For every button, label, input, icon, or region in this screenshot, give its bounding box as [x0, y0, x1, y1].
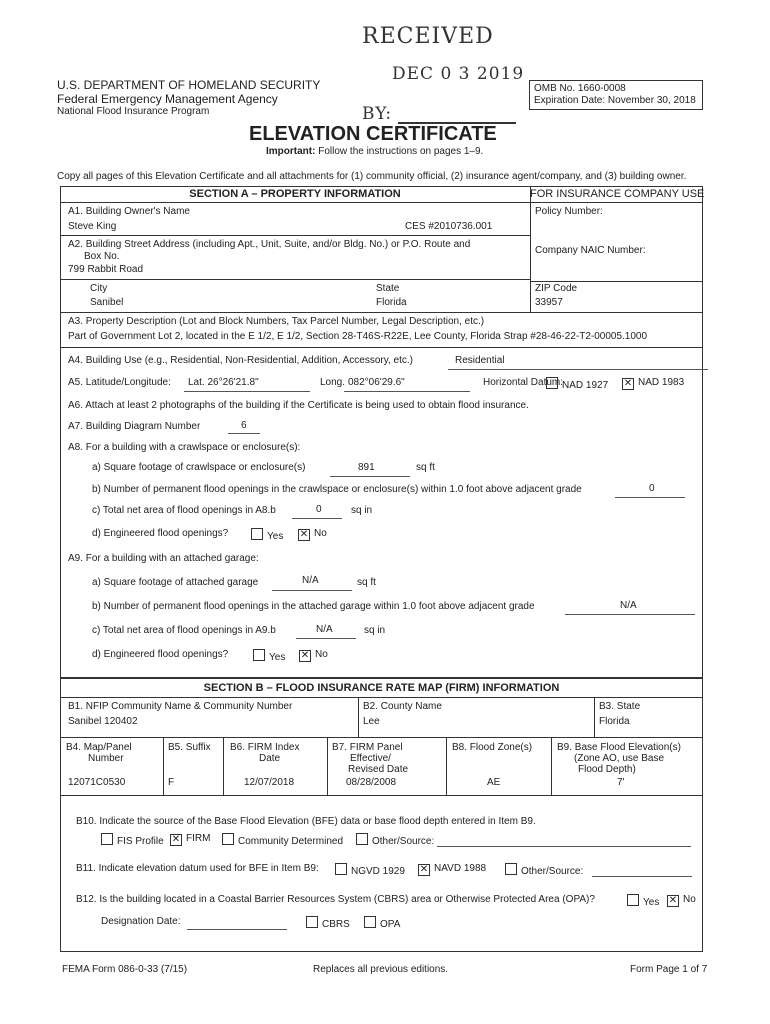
b10-community-label: Community Determined — [238, 836, 344, 847]
b11-label: B11. Indicate elevation datum used for BFE in Item B9: — [76, 863, 319, 874]
b4-label-2: Number — [88, 753, 124, 764]
a8c-label: c) Total net area of flood openings in A8.b — [92, 505, 276, 516]
b9-label-2: (Zone AO, use Base — [574, 753, 665, 764]
b11-navd-checkbox[interactable]: ✕ — [419, 864, 429, 875]
a9d-yes-checkbox[interactable] — [253, 649, 265, 661]
copy-instructions: Copy all pages of this Elevation Certificate and all attachments for (1) community official, (2) insurance agent/company, and (3) building owner. — [57, 171, 687, 182]
state-label: State — [376, 283, 400, 294]
nad1983-label: NAD 1983 — [638, 377, 685, 388]
b4-value: 12071C0530 — [68, 777, 126, 788]
cbrs-checkbox[interactable] — [306, 916, 318, 928]
b12-yes-option[interactable] — [627, 894, 659, 908]
a2-label-2: Box No. — [84, 251, 120, 262]
designation-date-input[interactable] — [187, 929, 287, 930]
b11-ngvd-option[interactable] — [335, 863, 405, 877]
a4-label: A4. Building Use (e.g., Residential, Non-Residential, Addition, Accessory, etc.) — [68, 355, 413, 366]
b10-other-label: Other/Source: — [372, 836, 435, 847]
b6-label-1: B6. FIRM Index — [230, 742, 300, 753]
b10-firm-checkbox[interactable]: ✕ — [171, 834, 181, 845]
b6-label-2: Date — [259, 753, 281, 764]
a9d-yes-label: Yes — [269, 652, 286, 663]
b7-label-1: B7. FIRM Panel — [332, 742, 403, 753]
b10-other-option[interactable] — [356, 833, 434, 847]
section-a-header: SECTION A – PROPERTY INFORMATION — [189, 188, 401, 200]
b10-firm-label: FIRM — [186, 833, 211, 844]
a8d-no-checkbox[interactable]: ✕ — [299, 529, 309, 540]
zip-value: 33957 — [535, 297, 563, 308]
designation-date-label: Designation Date: — [101, 916, 181, 927]
a6-label: A6. Attach at least 2 photographs of the building if the Certificate is being used to obtain flood insurance. — [68, 400, 529, 411]
b9-value: 7' — [617, 777, 625, 788]
a8d-yes-label: Yes — [267, 531, 284, 542]
b11-navd-label: NAVD 1988 — [434, 863, 487, 874]
nad1927-checkbox[interactable] — [546, 377, 558, 389]
a5-lat-value: Lat. 26°26'21.8" — [188, 377, 259, 388]
omb-expiration: Expiration Date: November 30, 2018 — [534, 95, 696, 106]
a7-label: A7. Building Diagram Number — [68, 421, 201, 432]
b11-other-label: Other/Source: — [521, 866, 584, 877]
state-value: Florida — [376, 297, 407, 308]
b10-other-checkbox[interactable] — [356, 833, 368, 845]
a8a-value: 891 — [358, 462, 375, 473]
a9d-no-option[interactable] — [299, 649, 328, 662]
b12-no-label: No — [683, 894, 696, 905]
a5-long-label: Long. — [320, 377, 346, 388]
nad1983-checkbox[interactable]: ✕ — [623, 378, 633, 389]
city-label: City — [90, 283, 108, 294]
page-title: ELEVATION CERTIFICATE — [249, 123, 497, 145]
a8d-no-option[interactable] — [298, 528, 327, 541]
b11-navd-option[interactable] — [418, 863, 486, 876]
b7-label-2: Effective/ — [350, 753, 391, 764]
a3-label: A3. Property Description (Lot and Block Numbers, Tax Parcel Number, Legal Description, etc.) — [68, 316, 485, 327]
important-note — [266, 146, 483, 157]
a2-label-1: A2. Building Street Address (including Apt., Unit, Suite, and/or Bldg. No.) or P.O. Route and — [68, 239, 471, 250]
a9c-label: c) Total net area of flood openings in A9.b — [92, 625, 276, 636]
b9-label-3: Flood Depth) — [578, 764, 636, 775]
agency-department: U.S. DEPARTMENT OF HOMELAND SECURITY — [57, 78, 321, 92]
b11-ngvd-checkbox[interactable] — [335, 863, 347, 875]
b1-value: Sanibel 120402 — [68, 716, 138, 727]
cbrs-option[interactable] — [306, 916, 350, 930]
a9-label: A9. For a building with an attached garage: — [68, 553, 259, 564]
a8a-unit: sq ft — [416, 462, 435, 473]
b2-value: Lee — [363, 716, 380, 727]
a4-use-value: Residential — [455, 355, 505, 366]
received-by-stamp: BY: — [362, 104, 393, 124]
b4-label-1: B4. Map/Panel — [66, 742, 132, 753]
omb-number: OMB No. 1660-0008 — [534, 83, 626, 94]
policy-number-label: Policy Number: — [535, 206, 603, 217]
b11-other-input[interactable] — [592, 876, 692, 877]
cbrs-label: CBRS — [322, 919, 350, 930]
b7-label-3: Revised Date — [348, 764, 409, 775]
footer-form-number: FEMA Form 086-0-33 (7/15) — [62, 964, 188, 975]
a5-datum-label: Horizontal Datum: — [483, 377, 564, 388]
b12-yes-label: Yes — [643, 897, 660, 908]
footer-replaces: Replaces all previous editions. — [313, 964, 449, 975]
b11-other-checkbox[interactable] — [505, 863, 517, 875]
a9d-no-checkbox[interactable]: ✕ — [300, 650, 310, 661]
b5-label: B5. Suffix — [168, 742, 211, 753]
received-date-stamp: DEC 0 3 2019 — [392, 64, 525, 84]
b10-firm-option[interactable] — [170, 833, 210, 846]
a8b-value: 0 — [649, 483, 655, 494]
b3-value: Florida — [599, 716, 630, 727]
b9-label-1: B9. Base Flood Elevation(s) — [557, 742, 681, 753]
a9b-label: b) Number of permanent flood openings in the attached garage within 1.0 foot above adjacent grade — [92, 601, 535, 612]
omb-box — [529, 80, 703, 110]
b12-label: B12. Is the building located in a Coastal Barrier Resources System (CBRS) area or Otherwise Protected Area (OPA)? — [76, 894, 595, 905]
naic-label: Company NAIC Number: — [535, 245, 646, 256]
b10-other-input[interactable] — [437, 846, 691, 847]
agency-nfip: National Flood Insurance Program — [57, 106, 210, 117]
b10-fis-option[interactable] — [101, 833, 164, 847]
a8b-label: b) Number of permanent flood openings in the crawlspace or enclosure(s) within 1.0 foot above adjacent grade — [92, 484, 582, 495]
a5-nad1927-option[interactable] — [546, 377, 608, 391]
nad1927-label: NAD 1927 — [562, 380, 609, 391]
a9c-unit: sq in — [364, 625, 386, 636]
b12-no-checkbox[interactable]: ✕ — [668, 895, 678, 906]
important-text: Follow the instructions on pages 1–9. — [318, 146, 484, 157]
a5-long-value: 082°06'29.6" — [348, 377, 405, 388]
a5-label: A5. Latitude/Longitude: — [68, 377, 171, 388]
b12-no-option[interactable] — [667, 894, 696, 907]
opa-option[interactable] — [364, 916, 400, 930]
a3-description-value: Part of Government Lot 2, located in the E 1/2, E 1/2, Section 28-T46S-R22E, Lee County, Florida Strap #28-46-22-T2-00005.1000 — [68, 331, 648, 342]
b11-other-option[interactable] — [505, 863, 583, 877]
a7-diagram-value: 6 — [241, 420, 247, 431]
section-b-header: SECTION B – FLOOD INSURANCE RATE MAP (FIRM) INFORMATION — [203, 682, 560, 694]
a9a-label: a) Square footage of attached garage — [92, 577, 259, 588]
footer-page-number: Form Page 1 of 7 — [630, 964, 708, 975]
b7-value: 08/28/2008 — [346, 777, 397, 788]
b2-label: B2. County Name — [363, 701, 442, 712]
a2-address-value: 799 Rabbit Road — [68, 264, 144, 275]
b10-fis-label: FIS Profile — [117, 836, 164, 847]
a1-ces-value: CES #2010736.001 — [405, 221, 493, 232]
b11-ngvd-label: NGVD 1929 — [351, 866, 405, 877]
important-label: Important: — [266, 146, 316, 157]
a8d-no-label: No — [314, 528, 327, 539]
agency-fema: Federal Emergency Management Agency — [57, 92, 278, 106]
a8a-label: a) Square footage of crawlspace or enclosure(s) — [92, 462, 306, 473]
b10-community-option[interactable] — [222, 833, 343, 847]
b5-value: F — [168, 777, 175, 788]
a1-owner-value: Steve King — [68, 221, 117, 232]
a8-label: A8. For a building with a crawlspace or enclosure(s): — [68, 442, 301, 453]
a9b-value: N/A — [620, 600, 637, 611]
received-stamp: RECEIVED — [362, 24, 494, 49]
a8d-label: d) Engineered flood openings? — [92, 528, 229, 539]
b8-label: B8. Flood Zone(s) — [452, 742, 533, 753]
a8d-yes-option[interactable] — [251, 528, 283, 542]
a9c-value: N/A — [316, 624, 333, 635]
b6-value: 12/07/2018 — [244, 777, 295, 788]
a8c-unit: sq in — [351, 505, 373, 516]
a9d-yes-option[interactable] — [253, 649, 285, 663]
a9a-unit: sq ft — [357, 577, 376, 588]
zip-label: ZIP Code — [535, 283, 578, 294]
b10-label: B10. Indicate the source of the Base Flood Elevation (BFE) data or base flood depth entered in Item B9. — [76, 816, 536, 827]
a9a-value: N/A — [302, 575, 319, 586]
a9d-no-label: No — [315, 649, 328, 660]
opa-label: OPA — [380, 919, 401, 930]
b10-community-checkbox[interactable] — [222, 833, 234, 845]
opa-checkbox[interactable] — [364, 916, 376, 928]
insurance-use-header: FOR INSURANCE COMPANY USE — [530, 188, 705, 200]
b12-yes-checkbox[interactable] — [627, 894, 639, 906]
a8c-value: 0 — [316, 504, 322, 515]
city-value: Sanibel — [90, 297, 124, 308]
b10-fis-checkbox[interactable] — [101, 833, 113, 845]
a8d-yes-checkbox[interactable] — [251, 528, 263, 540]
a1-label: A1. Building Owner's Name — [68, 206, 190, 217]
a5-nad1983-option[interactable] — [622, 377, 684, 390]
b1-label: B1. NFIP Community Name & Community Number — [68, 701, 293, 712]
b8-value: AE — [487, 777, 501, 788]
b3-label: B3. State — [599, 701, 641, 712]
a9d-label: d) Engineered flood openings? — [92, 649, 229, 660]
